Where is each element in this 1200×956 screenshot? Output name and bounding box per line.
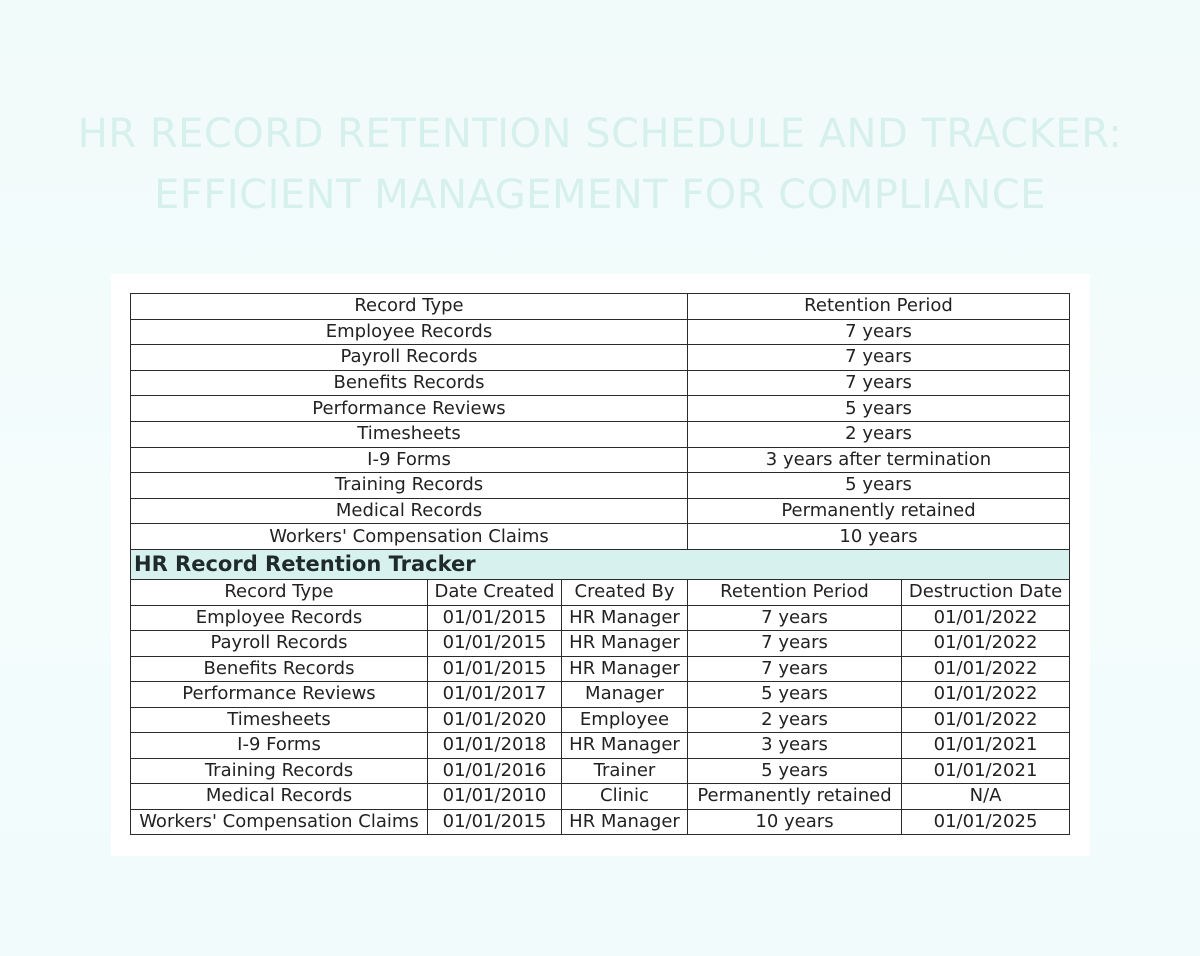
tracker-cell-record-type[interactable]: I-9 Forms: [131, 733, 428, 759]
tracker-cell-created-by[interactable]: Employee: [562, 707, 688, 733]
schedule-cell-retention-period[interactable]: 7 years: [688, 345, 1070, 371]
tracker-cell-destruction-date[interactable]: 01/01/2022: [902, 605, 1070, 631]
page-title-line-1: HR RECORD RETENTION SCHEDULE AND TRACKER:: [77, 111, 1123, 157]
tracker-cell-record-type[interactable]: Timesheets: [131, 707, 428, 733]
page-title: [0, 104, 1200, 226]
tracker-cell-date-created[interactable]: 01/01/2015: [428, 631, 562, 657]
spreadsheet-area: [111, 274, 1090, 856]
tracker-cell-destruction-date[interactable]: 01/01/2022: [902, 682, 1070, 708]
tracker-cell-retention-period[interactable]: 5 years: [688, 682, 902, 708]
tracker-cell-destruction-date[interactable]: 01/01/2021: [902, 758, 1070, 784]
tracker-cell-destruction-date[interactable]: N/A: [902, 784, 1070, 810]
tracker-cell-retention-period[interactable]: 7 years: [688, 631, 902, 657]
tracker-cell-date-created[interactable]: 01/01/2020: [428, 707, 562, 733]
tracker-cell-retention-period[interactable]: 2 years: [688, 707, 902, 733]
tracker-row: [131, 707, 1070, 733]
tracker-cell-retention-period[interactable]: Permanently retained: [688, 784, 902, 810]
schedule-cell-retention-period[interactable]: 3 years after termination: [688, 447, 1070, 473]
tracker-cell-date-created[interactable]: 01/01/2015: [428, 605, 562, 631]
tracker-cell-destruction-date[interactable]: 01/01/2022: [902, 656, 1070, 682]
tracker-header-cell[interactable]: Created By: [562, 580, 688, 606]
tracker-cell-retention-period[interactable]: 5 years: [688, 758, 902, 784]
schedule-row: [131, 319, 1070, 345]
tracker-cell-date-created[interactable]: 01/01/2015: [428, 809, 562, 835]
tracker-cell-retention-period[interactable]: 3 years: [688, 733, 902, 759]
tracker-title-row: [131, 550, 1070, 580]
schedule-cell-record-type[interactable]: Medical Records: [131, 498, 688, 524]
schedule-header-cell[interactable]: Retention Period: [688, 294, 1070, 320]
schedule-cell-record-type[interactable]: Payroll Records: [131, 345, 688, 371]
tracker-header-row: [131, 580, 1070, 606]
tracker-title[interactable]: HR Record Retention Tracker: [131, 550, 1070, 580]
schedule-cell-retention-period[interactable]: 7 years: [688, 370, 1070, 396]
tracker-cell-destruction-date[interactable]: 01/01/2021: [902, 733, 1070, 759]
tracker-cell-date-created[interactable]: 01/01/2018: [428, 733, 562, 759]
schedule-row: [131, 421, 1070, 447]
tracker-cell-record-type[interactable]: Benefits Records: [131, 656, 428, 682]
tracker-cell-record-type[interactable]: Training Records: [131, 758, 428, 784]
tracker-row: [131, 784, 1070, 810]
schedule-cell-retention-period[interactable]: 10 years: [688, 524, 1070, 550]
tracker-cell-retention-period[interactable]: 7 years: [688, 605, 902, 631]
schedule-cell-record-type[interactable]: Employee Records: [131, 319, 688, 345]
schedule-cell-retention-period[interactable]: 7 years: [688, 319, 1070, 345]
tracker-cell-record-type[interactable]: Payroll Records: [131, 631, 428, 657]
tracker-cell-destruction-date[interactable]: 01/01/2025: [902, 809, 1070, 835]
schedule-row: [131, 473, 1070, 499]
tracker-row: [131, 809, 1070, 835]
schedule-row: [131, 370, 1070, 396]
retention-schedule-table: [130, 293, 1070, 550]
schedule-row: [131, 498, 1070, 524]
tracker-row: [131, 682, 1070, 708]
tracker-header-cell[interactable]: Date Created: [428, 580, 562, 606]
tracker-cell-destruction-date[interactable]: 01/01/2022: [902, 631, 1070, 657]
tracker-cell-record-type[interactable]: Medical Records: [131, 784, 428, 810]
tracker-cell-date-created[interactable]: 01/01/2010: [428, 784, 562, 810]
tracker-cell-date-created[interactable]: 01/01/2016: [428, 758, 562, 784]
schedule-cell-retention-period[interactable]: 5 years: [688, 473, 1070, 499]
tracker-cell-date-created[interactable]: 01/01/2015: [428, 656, 562, 682]
tracker-header-cell[interactable]: Destruction Date: [902, 580, 1070, 606]
schedule-row: [131, 396, 1070, 422]
schedule-cell-record-type[interactable]: Timesheets: [131, 421, 688, 447]
schedule-cell-record-type[interactable]: Training Records: [131, 473, 688, 499]
tracker-cell-destruction-date[interactable]: 01/01/2022: [902, 707, 1070, 733]
schedule-cell-record-type[interactable]: Benefits Records: [131, 370, 688, 396]
tracker-cell-date-created[interactable]: 01/01/2017: [428, 682, 562, 708]
tracker-cell-created-by[interactable]: HR Manager: [562, 605, 688, 631]
tracker-row: [131, 656, 1070, 682]
schedule-row: [131, 447, 1070, 473]
tracker-cell-created-by[interactable]: HR Manager: [562, 809, 688, 835]
page-title-line-2: EFFICIENT MANAGEMENT FOR COMPLIANCE: [154, 172, 1046, 218]
tracker-cell-created-by[interactable]: HR Manager: [562, 733, 688, 759]
tracker-cell-record-type[interactable]: Performance Reviews: [131, 682, 428, 708]
tracker-cell-created-by[interactable]: Trainer: [562, 758, 688, 784]
schedule-header-row: [131, 294, 1070, 320]
schedule-cell-record-type[interactable]: Workers' Compensation Claims: [131, 524, 688, 550]
tracker-row: [131, 733, 1070, 759]
tracker-cell-record-type[interactable]: Employee Records: [131, 605, 428, 631]
schedule-row: [131, 524, 1070, 550]
tracker-cell-created-by[interactable]: Clinic: [562, 784, 688, 810]
schedule-cell-retention-period[interactable]: Permanently retained: [688, 498, 1070, 524]
schedule-cell-retention-period[interactable]: 2 years: [688, 421, 1070, 447]
tracker-cell-retention-period[interactable]: 7 years: [688, 656, 902, 682]
tracker-header-cell[interactable]: Retention Period: [688, 580, 902, 606]
tracker-cell-retention-period[interactable]: 10 years: [688, 809, 902, 835]
schedule-cell-record-type[interactable]: Performance Reviews: [131, 396, 688, 422]
schedule-header-cell[interactable]: Record Type: [131, 294, 688, 320]
tracker-row: [131, 631, 1070, 657]
tracker-row: [131, 605, 1070, 631]
schedule-cell-retention-period[interactable]: 5 years: [688, 396, 1070, 422]
tracker-cell-created-by[interactable]: HR Manager: [562, 656, 688, 682]
schedule-row: [131, 345, 1070, 371]
tracker-cell-created-by[interactable]: HR Manager: [562, 631, 688, 657]
tracker-row: [131, 758, 1070, 784]
tracker-header-cell[interactable]: Record Type: [131, 580, 428, 606]
tracker-cell-record-type[interactable]: Workers' Compensation Claims: [131, 809, 428, 835]
tracker-cell-created-by[interactable]: Manager: [562, 682, 688, 708]
schedule-cell-record-type[interactable]: I-9 Forms: [131, 447, 688, 473]
retention-tracker-table: [130, 549, 1070, 835]
